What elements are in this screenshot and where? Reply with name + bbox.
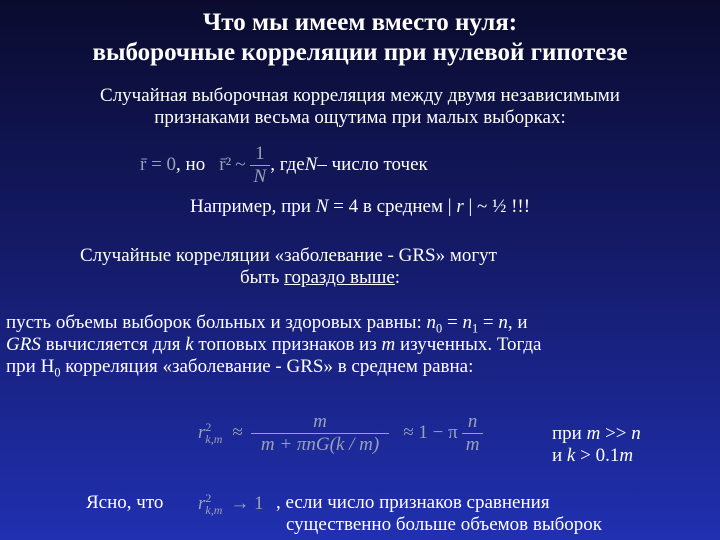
cond2-k: k [566, 445, 576, 466]
conclusion-expr-sup: 2 [205, 491, 212, 505]
condition-line1 [552, 423, 641, 445]
conclusion-arrow: → 1 [230, 493, 264, 514]
random-corr-prefix: быть [240, 267, 285, 288]
cond2-text-b: > 0.1 [575, 445, 620, 466]
example-middle: = 4 в среднем | [328, 196, 457, 217]
where-suffix: – число точек [317, 154, 428, 175]
where-variable: N [304, 154, 318, 175]
para-line1 [6, 312, 528, 334]
formula2-lhs: r [198, 422, 206, 443]
conclusion-expression [198, 484, 264, 524]
var-n: n [498, 312, 508, 333]
para-l2-text-c: изученных. Тогда [395, 334, 542, 355]
para-l3-text-a: при H [6, 356, 55, 377]
example-prefix: Например, при [189, 196, 316, 217]
formula2-lhs-sub: k,m [205, 432, 223, 446]
approx-sign: ~ [235, 154, 246, 175]
para-l1-text: пусть объемы выборок больных и здоровых равны: [6, 312, 427, 333]
para-l2-text-b: топовых признаков из [193, 334, 382, 355]
example-suffix: | ~ ½ !!! [463, 196, 531, 217]
h0-subscript: 0 [54, 365, 61, 380]
var-grs: GRS [6, 334, 41, 355]
var-k: k [185, 334, 194, 355]
fraction-denominator: N [253, 165, 267, 187]
but-connector: , но [176, 154, 206, 175]
formula-sample-correlation [140, 140, 428, 190]
random-corr-underlined: гораздо выше [284, 267, 395, 288]
formula2-fraction [251, 411, 389, 456]
para-l1-end: , и [507, 312, 528, 333]
eq-sign-2: = [478, 312, 499, 333]
para-l3-text-b: корреляция «заболевание - GRS» в среднем равна: [60, 356, 474, 377]
n0-subscript: 0 [436, 321, 443, 336]
intro-line2: признаками весьма ощутима при малых выборках: [154, 107, 566, 128]
conclusion-expr-r: r [198, 493, 206, 514]
example-r: r [456, 196, 464, 217]
formula2-numerator2: n [467, 410, 478, 432]
random-corr-line1: Случайные корреляции «заболевание - GRS» могут [80, 245, 497, 266]
intro-line1: Случайная выборочная корреляция между двумя независимыми [100, 85, 620, 106]
formula2-denominator2: m [465, 433, 480, 455]
condition-line2 [552, 445, 633, 467]
conclusion-line1: , если число признаков сравнения [276, 492, 550, 513]
var-n1: n [462, 312, 472, 333]
conclusion-line2: существенно больше объемов выборок [286, 514, 603, 535]
slide-title-line2: выборочные корреляции при нулевой гипотезе [92, 39, 628, 66]
where-prefix: , где [270, 154, 305, 175]
para-line3 [6, 356, 473, 378]
cond2-m: m [619, 445, 634, 466]
example-line [0, 196, 720, 218]
var-n0: n [426, 312, 437, 333]
formula2-denominator: m + πnG(k / m) [260, 433, 380, 455]
formula2-lhs-sup: 2 [205, 420, 212, 434]
conclusion-expr-sub: k,m [205, 503, 223, 517]
cond1-m: m [586, 423, 601, 444]
cond1-text-b: >> [600, 423, 632, 444]
var-m: m [381, 334, 396, 355]
slide-title-line1: Что мы имеем вместо нуля: [202, 9, 518, 36]
fraction-numerator: 1 [255, 142, 265, 164]
formula-grs-correlation [198, 398, 483, 468]
random-corr-suffix: : [394, 267, 401, 288]
cond1-text-a: при [552, 423, 587, 444]
conclusion-clear: Ясно, что [86, 492, 164, 513]
cond1-n: n [631, 423, 641, 444]
eq-sign-1: = [442, 312, 463, 333]
example-variable: N [315, 196, 329, 217]
para-line2 [6, 334, 541, 356]
formula2-numerator: m [313, 410, 327, 432]
n1-subscript: 1 [471, 321, 479, 336]
mean-r-equation: r̄ = 0 [140, 154, 177, 175]
cond2-text-a: и [552, 445, 567, 466]
mean-r-squared: r̄² [219, 154, 232, 175]
para-l2-text-a: вычисляется для [40, 334, 186, 355]
formula2-approx2: ≈ 1 − π [403, 422, 458, 443]
formula2-approx1: ≈ [232, 422, 243, 443]
formula2-fraction2 [462, 411, 484, 456]
fraction-one-over-n [250, 143, 271, 188]
random-corr-line2 [240, 267, 400, 289]
